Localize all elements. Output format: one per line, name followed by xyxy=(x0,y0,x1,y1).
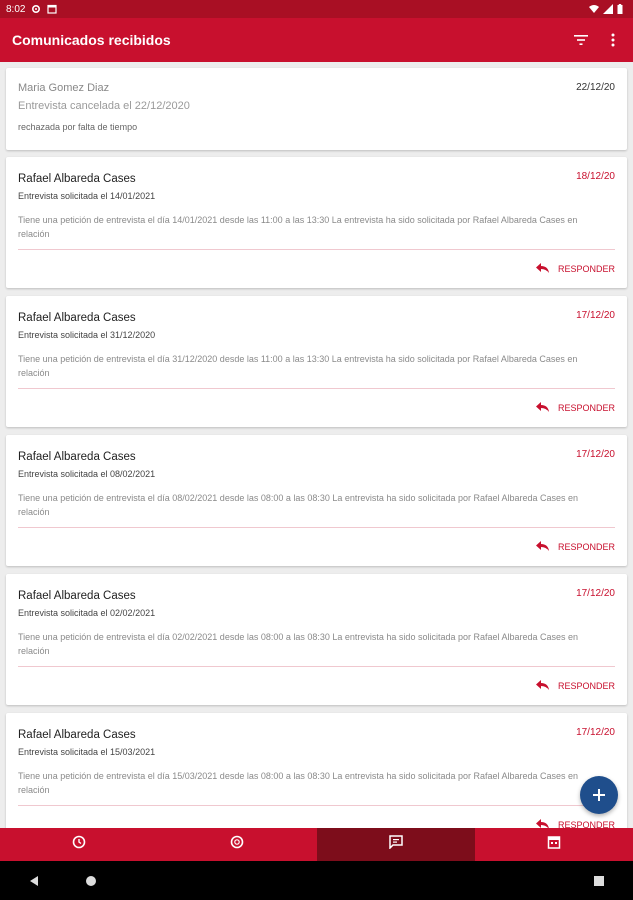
sender-name: Rafael Albareda Cases xyxy=(18,729,136,741)
circle-icon xyxy=(230,835,244,854)
message-list[interactable] xyxy=(0,62,633,828)
tab-history[interactable] xyxy=(0,828,158,861)
message-date: 17/12/20 xyxy=(576,588,615,599)
recents-icon xyxy=(593,874,605,892)
app-bar xyxy=(0,18,633,62)
divider xyxy=(18,805,615,806)
add-icon xyxy=(593,784,605,807)
message-body: Tiene una petición de entrevista el día 31/12/2020 desde las 11:00 a las 13:30 La entrevista ha sido solicitada por Rafael Albareda Cases en relación xyxy=(18,354,578,378)
back-button[interactable] xyxy=(28,874,40,892)
sender-name: Rafael Albareda Cases xyxy=(18,312,136,324)
tab-messages[interactable] xyxy=(317,828,475,861)
status-bar xyxy=(0,0,633,18)
divider xyxy=(18,388,615,389)
add-button[interactable] xyxy=(580,776,618,814)
sender-name: Rafael Albareda Cases xyxy=(18,451,136,463)
settings-icon xyxy=(31,4,41,14)
message-body: Tiene una petición de entrevista el día 15/03/2021 desde las 08:00 a las 08:30 La entrevista ha sido solicitada por Rafael Albareda Cases en relación xyxy=(18,771,579,795)
divider xyxy=(18,249,615,250)
home-icon xyxy=(85,874,97,892)
home-button[interactable] xyxy=(85,874,97,892)
message-note: rechazada por falta de tiempo xyxy=(18,122,138,132)
bottom-navigation xyxy=(0,828,633,861)
message-card[interactable] xyxy=(6,68,627,150)
message-subject: Entrevista solicitada el 02/02/2021 xyxy=(18,608,156,618)
reply-button[interactable] xyxy=(536,541,615,553)
message-card[interactable] xyxy=(6,435,627,566)
sender-name: Maria Gomez Diaz xyxy=(18,82,110,94)
tab-calendar[interactable] xyxy=(475,828,633,861)
reply-button[interactable] xyxy=(536,263,615,275)
sender-name: Rafael Albareda Cases xyxy=(18,590,136,602)
more-options-icon[interactable] xyxy=(605,32,621,48)
reply-icon xyxy=(536,541,550,553)
message-date: 18/12/20 xyxy=(576,171,615,182)
message-date: 17/12/20 xyxy=(576,449,615,460)
reply-icon xyxy=(536,819,550,828)
message-subject: Entrevista solicitada el 08/02/2021 xyxy=(18,469,156,479)
signal-icon xyxy=(603,4,613,14)
message-card[interactable] xyxy=(6,296,627,427)
back-icon xyxy=(28,874,40,892)
message-subject: Entrevista solicitada el 15/03/2021 xyxy=(18,747,156,757)
wifi-icon xyxy=(589,4,599,14)
calendar-icon xyxy=(547,835,561,854)
battery-icon xyxy=(617,4,627,14)
message-body: Tiene una petición de entrevista el día 02/02/2021 desde las 08:00 a las 08:30 La entrevista ha sido solicitada por Rafael Albareda Cases en relación xyxy=(18,632,579,656)
reply-label: RESPONDER xyxy=(557,820,615,828)
message-body: Tiene una petición de entrevista el día 14/01/2021 desde las 11:00 a las 13:30 La entrevista ha sido solicitada por Rafael Albareda Cases en relación xyxy=(18,215,578,239)
system-navigation-bar xyxy=(0,861,633,900)
reply-icon xyxy=(536,263,550,275)
clock-icon xyxy=(72,835,86,854)
reply-button[interactable] xyxy=(536,402,615,414)
message-subject: Entrevista cancelada el 22/12/2020 xyxy=(18,100,190,112)
message-date: 17/12/20 xyxy=(576,727,615,738)
divider xyxy=(18,666,615,667)
sender-name: Rafael Albareda Cases xyxy=(18,173,136,185)
recents-button[interactable] xyxy=(593,874,605,892)
reply-label: RESPONDER xyxy=(557,681,615,691)
message-date: 22/12/20 xyxy=(576,82,615,93)
chat-icon xyxy=(389,835,403,854)
reply-label: RESPONDER xyxy=(557,542,615,552)
status-time: 8:02 xyxy=(6,3,26,15)
message-body: Tiene una petición de entrevista el día 08/02/2021 desde las 08:00 a las 08:30 La entrevista ha sido solicitada por Rafael Albareda Cases en relación xyxy=(18,493,579,517)
message-card[interactable] xyxy=(6,713,627,828)
message-date: 17/12/20 xyxy=(576,310,615,321)
reply-button[interactable] xyxy=(536,819,615,828)
message-subject: Entrevista solicitada el 14/01/2021 xyxy=(18,191,156,201)
reply-label: RESPONDER xyxy=(557,403,615,413)
divider xyxy=(18,527,615,528)
reply-label: RESPONDER xyxy=(557,264,615,274)
reply-button[interactable] xyxy=(536,680,615,692)
tab-status[interactable] xyxy=(158,828,316,861)
message-card[interactable] xyxy=(6,574,627,705)
calendar-notification-icon xyxy=(47,4,57,14)
reply-icon xyxy=(536,402,550,414)
message-subject: Entrevista solicitada el 31/12/2020 xyxy=(18,330,156,340)
reply-icon xyxy=(536,680,550,692)
filter-icon[interactable] xyxy=(573,32,589,48)
message-card[interactable] xyxy=(6,157,627,288)
page-title: Comunicados recibidos xyxy=(12,32,171,48)
